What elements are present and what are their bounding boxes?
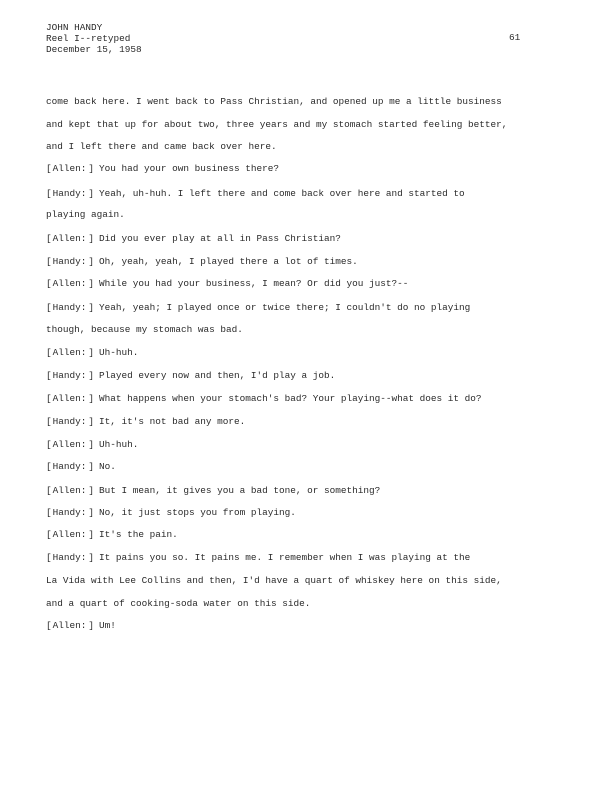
line-text: Oh, yeah, yeah, I played there a lot of times. (99, 256, 358, 267)
line-text: Uh-huh. (99, 439, 139, 450)
speaker-label: [ Handy: ] (46, 552, 99, 563)
line-text: Uh-huh. (99, 347, 139, 358)
transcript-line (46, 598, 310, 609)
speaker-label: [ Allen: ] (46, 393, 99, 404)
line-text: It, it's not bad any more. (99, 416, 246, 427)
line-text: La Vida with Lee Collins and then, I'd have a quart of whiskey here on this side, (46, 575, 502, 586)
line-text: While you had your business, I mean? Or did you just?-- (99, 278, 409, 289)
line-text: Played every now and then, I'd play a job. (99, 370, 336, 381)
speaker-label: [ Allen: ] (46, 163, 99, 174)
transcript-line (46, 439, 138, 450)
transcript-line (46, 529, 178, 540)
line-text: But I mean, it gives you a bad tone, or something? (99, 485, 381, 496)
transcript-line (46, 119, 507, 130)
transcript-line (46, 188, 465, 199)
speaker-label: [ Allen: ] (46, 529, 99, 540)
speaker-label: [ Allen: ] (46, 278, 99, 289)
speaker-label: [ Handy: ] (46, 188, 99, 199)
line-text: Um! (99, 620, 116, 631)
line-text: No. (99, 461, 116, 472)
speaker-label: [ Allen: ] (46, 439, 99, 450)
transcript-line (46, 416, 245, 427)
line-text: come back here. I went back to Pass Christian, and opened up me a little business (46, 96, 502, 107)
line-text: and kept that up for about two, three years and my stomach started feeling better, (46, 119, 508, 130)
speaker-label: [ Handy: ] (46, 256, 99, 267)
speaker-label: [ Handy: ] (46, 507, 99, 518)
transcript-line (46, 141, 277, 152)
interviewee-name: JOHN HANDY (46, 22, 103, 33)
speaker-label: [ Handy: ] (46, 370, 99, 381)
speaker-label: [ Handy: ] (46, 302, 99, 313)
transcript-line (46, 370, 335, 381)
document-header (46, 22, 142, 55)
transcript-line (46, 256, 358, 267)
transcript-line (46, 278, 408, 289)
transcript-line (46, 620, 116, 631)
transcript-line (46, 507, 296, 518)
line-text: What happens when your stomach's bad? Your playing--what does it do? (99, 393, 482, 404)
transcript-line (46, 302, 470, 313)
line-text: Yeah, yeah; I played once or twice there; I couldn't do no playing (99, 302, 471, 313)
speaker-label: [ Allen: ] (46, 485, 99, 496)
line-text: It pains you so. It pains me. I remember when I was playing at the (99, 552, 471, 563)
transcript-line (46, 233, 341, 244)
transcript-line (46, 347, 138, 358)
speaker-label: [ Handy: ] (46, 461, 99, 472)
page-number: 61 (509, 32, 521, 43)
transcript-line (46, 485, 380, 496)
speaker-label: [ Allen: ] (46, 620, 99, 631)
transcript-line (46, 552, 470, 563)
interview-date: December 15, 1958 (46, 44, 142, 55)
line-text: and a quart of cooking-soda water on this side. (46, 598, 311, 609)
transcript-line (46, 209, 125, 220)
reel-label: Reel I--retyped (46, 33, 131, 44)
line-text: playing again. (46, 209, 125, 220)
transcript-line (46, 393, 482, 404)
line-text: It's the pain. (99, 529, 178, 540)
line-text: though, because my stomach was bad. (46, 324, 243, 335)
transcript-line (46, 575, 502, 586)
transcript-line (46, 461, 116, 472)
line-text: Yeah, uh-huh. I left there and come back over here and started to (99, 188, 465, 199)
transcript-line (46, 96, 502, 107)
line-text: Did you ever play at all in Pass Christian? (99, 233, 341, 244)
transcript-line (46, 163, 279, 174)
line-text: No, it just stops you from playing. (99, 507, 296, 518)
transcript-line (46, 324, 243, 335)
speaker-label: [ Allen: ] (46, 347, 99, 358)
line-text: and I left there and came back over here. (46, 141, 277, 152)
line-text: You had your own business there? (99, 163, 280, 174)
speaker-label: [ Allen: ] (46, 233, 99, 244)
speaker-label: [ Handy: ] (46, 416, 99, 427)
